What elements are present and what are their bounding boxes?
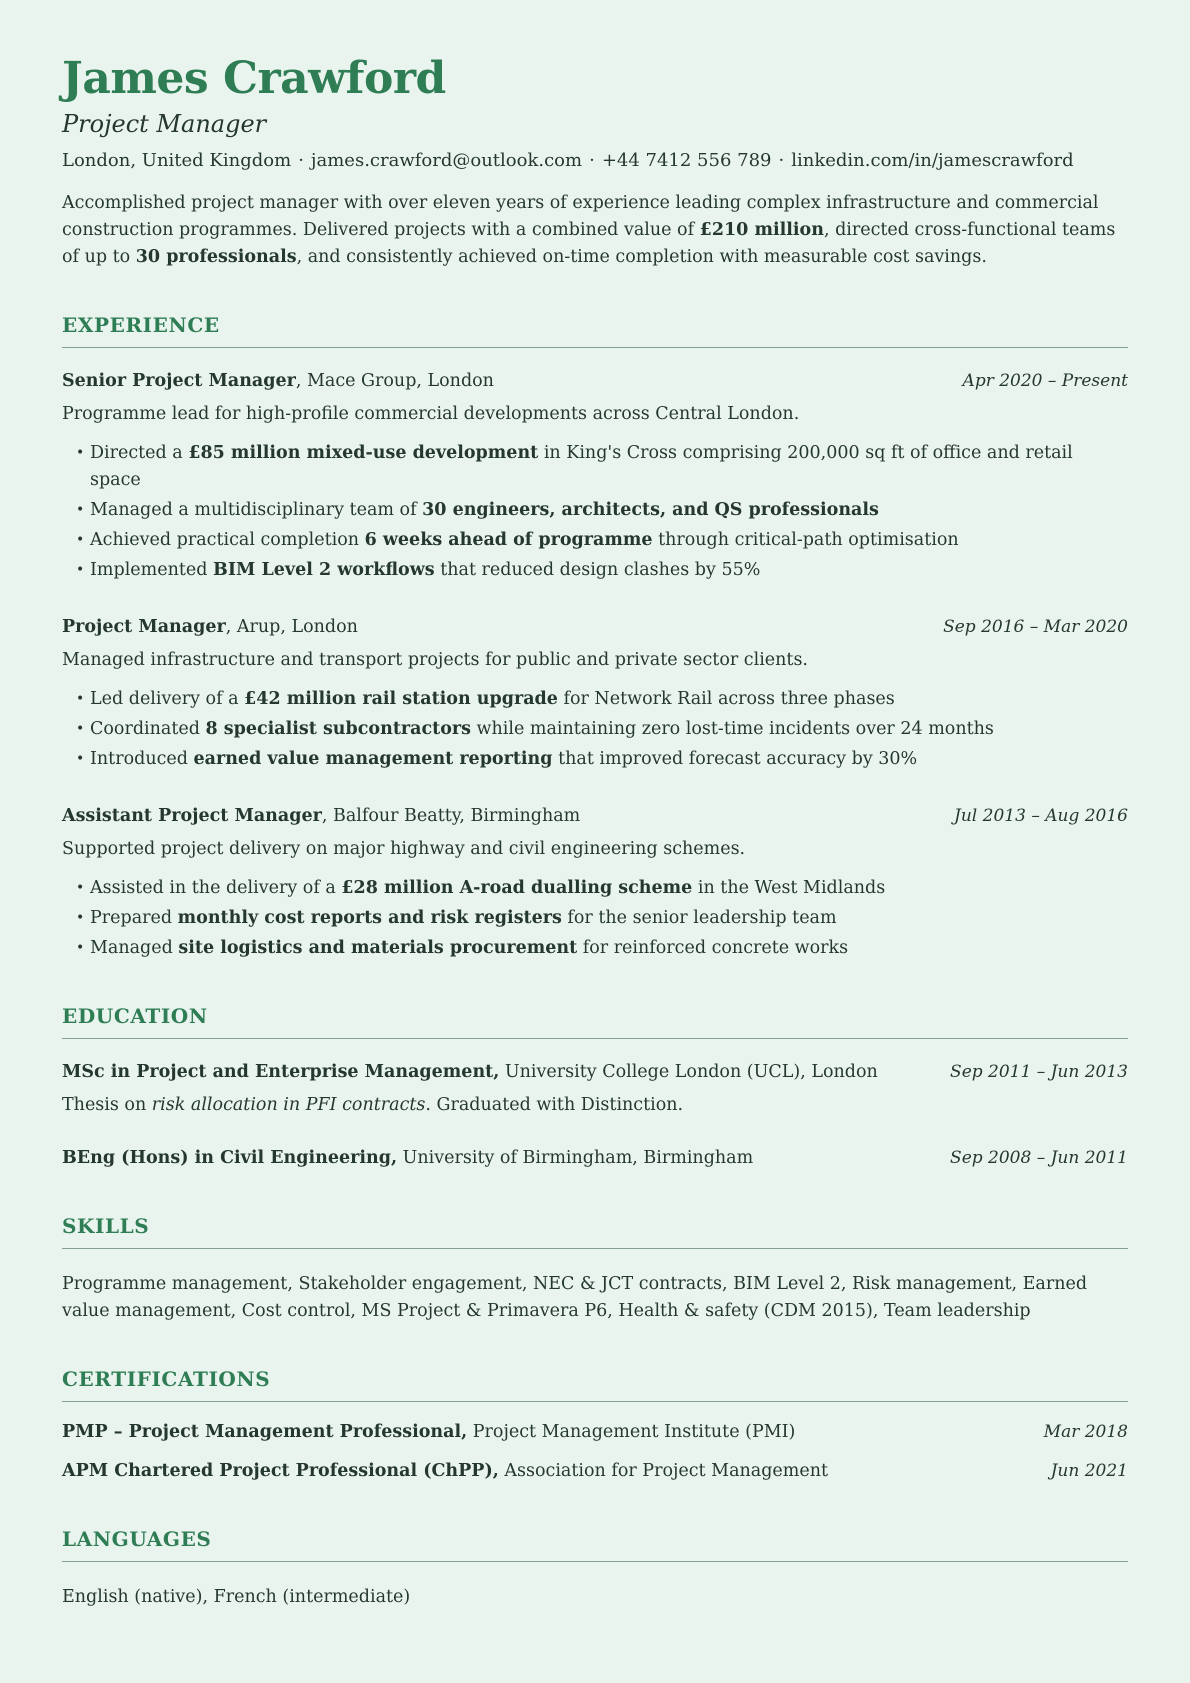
bullet-text	[90, 557, 1128, 584]
text-segment: Achieved practical completion	[90, 530, 365, 551]
text-segment: site logistics and materials procurement	[178, 938, 578, 959]
bullet-dot: •	[76, 880, 85, 897]
entry-date: Mar 2018	[1043, 1422, 1128, 1443]
bullet-dot: •	[76, 940, 85, 957]
section-rule	[62, 1561, 1128, 1562]
text-segment: for reinforced concrete works	[577, 938, 849, 959]
text-segment: University College London (UCL), London	[499, 1062, 878, 1083]
text-segment: £28 million A-road dualling scheme	[341, 878, 693, 899]
skills-text: Programme management, Stakeholder engagement, NEC & JCT contracts, BIM Level 2, Risk management, Earned value management, Cost control, MS Project & Primavera P6, Health & safety (CDM 2015), Team leadership	[62, 1274, 1088, 1322]
section-heading: SKILLS	[62, 1214, 150, 1239]
bullet-dot: •	[76, 751, 85, 768]
entry	[62, 1419, 1128, 1446]
entry-title	[62, 614, 358, 641]
section-education	[62, 1004, 1128, 1172]
entry-head	[62, 614, 1128, 641]
section-rule	[62, 1401, 1128, 1402]
text-segment: Directed a	[90, 443, 189, 464]
text-segment: that reduced design clashes by 55%	[434, 560, 761, 581]
bullet-text	[90, 527, 1128, 554]
text-segment: for the senior leadership team	[561, 908, 837, 929]
entry-description	[62, 1092, 1128, 1119]
entry-description	[62, 647, 1128, 674]
section-experience	[62, 313, 1128, 962]
text-segment: Introduced	[90, 749, 194, 770]
section-rule	[62, 1038, 1128, 1039]
bullet-dot: •	[76, 721, 85, 738]
entry-title	[62, 1059, 878, 1086]
text-segment: in King's Cross comprising 200,000 sq ft of office and retail space	[90, 443, 1073, 491]
text-segment: through critical-path optimisation	[652, 530, 959, 551]
bullet-item	[62, 557, 1128, 584]
contact-separator: ·	[298, 150, 304, 172]
text-segment: , and consistently achieved on-time completion with measurable cost savings.	[296, 247, 987, 268]
bullet-dot: •	[76, 502, 85, 519]
text-segment: Implemented	[90, 560, 214, 581]
bullet-item	[62, 875, 1128, 902]
text-segment: for Network Rail across three phases	[557, 689, 895, 710]
section-heading: EDUCATION	[62, 1004, 208, 1029]
bullet-list	[62, 686, 1128, 773]
text-segment: 8 specialist subcontractors	[205, 719, 471, 740]
entry-head	[62, 1458, 1128, 1485]
entry	[62, 614, 1128, 773]
entry-title	[62, 803, 580, 830]
candidate-name: James Crawford	[62, 53, 446, 104]
text-segment: £210 million	[699, 220, 824, 241]
bullet-dot: •	[76, 445, 85, 462]
bullet-dot: •	[76, 532, 85, 549]
entry	[62, 368, 1128, 584]
section-languages	[62, 1527, 1128, 1611]
bullet-list	[62, 440, 1128, 584]
cv-header	[62, 54, 1128, 271]
text-segment: 6 weeks ahead of programme	[364, 530, 653, 551]
bullet-item	[62, 440, 1128, 494]
text-segment: monthly cost reports and risk registers	[177, 908, 562, 929]
bullet-item	[62, 527, 1128, 554]
bullet-item	[62, 935, 1128, 962]
cv-sections	[62, 313, 1128, 1611]
text-segment: Managed infrastructure and transport projects for public and private sector clients.	[62, 650, 808, 671]
summary-paragraph	[62, 190, 1128, 271]
text-segment: Managed a multidisciplinary team of	[90, 500, 423, 521]
entry-date: Sep 2011 – Jun 2013	[950, 1062, 1128, 1083]
text-segment: Thesis on	[62, 1095, 152, 1116]
text-segment: Coordinated	[90, 719, 206, 740]
text-segment: , Arup, London	[225, 617, 358, 638]
candidate-job-title: Project Manager	[62, 110, 267, 139]
bullet-text	[90, 935, 1128, 962]
entry-head	[62, 803, 1128, 830]
text-segment: while maintaining zero lost-time incidents over 24 months	[470, 719, 994, 740]
text-segment: Senior Project Manager	[62, 371, 296, 392]
text-segment: Project Manager	[62, 617, 226, 638]
section-heading: EXPERIENCE	[62, 313, 220, 338]
bullet-text	[90, 497, 1128, 524]
bullet-item	[62, 716, 1128, 743]
text-segment: PMP – Project Management Professional,	[62, 1422, 468, 1443]
bullet-list	[62, 875, 1128, 962]
contact-linkedin: linkedin.com/in/jamescrawford	[791, 150, 1074, 172]
bullet-dot: •	[76, 691, 85, 708]
languages-text: English (native), French (intermediate)	[62, 1587, 411, 1608]
bullet-item	[62, 686, 1128, 713]
entry-head	[62, 1145, 1128, 1172]
bullet-text	[90, 905, 1128, 932]
text-segment: , directed cross-functional teams of up to	[62, 220, 1116, 268]
section-heading: LANGUAGES	[62, 1527, 212, 1552]
text-segment: Project Management Institute (PMI)	[467, 1422, 796, 1443]
contact-separator: ·	[589, 150, 595, 172]
contact-location: London, United Kingdom	[62, 150, 292, 172]
entry	[62, 1458, 1128, 1485]
text-segment: , Balfour Beatty, Birmingham	[321, 806, 581, 827]
bullet-text	[90, 716, 1128, 743]
bullet-item	[62, 497, 1128, 524]
entry-description	[62, 401, 1128, 428]
entry-date: Sep 2016 – Mar 2020	[943, 617, 1128, 638]
text-segment: earned value management reporting	[193, 749, 553, 770]
bullet-dot: •	[76, 910, 85, 927]
text-segment: that improved forecast accuracy by 30%	[552, 749, 918, 770]
bullet-dot: •	[76, 562, 85, 579]
text-segment: in the West Midlands	[692, 878, 886, 899]
text-segment: Supported project delivery on major highway and civil engineering schemes.	[62, 839, 746, 860]
entry-description	[62, 836, 1128, 863]
text-segment: Association for Project Management	[498, 1461, 829, 1482]
bullet-text	[90, 686, 1128, 713]
text-segment: University of Birmingham, Birmingham	[397, 1148, 754, 1169]
text-segment: risk allocation in PFI contracts	[151, 1095, 426, 1116]
bullet-text	[90, 440, 1128, 494]
contact-phone: +44 7412 556 789	[601, 150, 772, 172]
section-rule	[62, 347, 1128, 348]
entry	[62, 1145, 1128, 1172]
section-skills	[62, 1214, 1128, 1325]
entry-date: Jul 2013 – Aug 2016	[954, 806, 1128, 827]
text-segment: APM Chartered Project Professional (ChPP),	[62, 1461, 499, 1482]
section-rule	[62, 1248, 1128, 1249]
entry-title	[62, 1458, 828, 1485]
entry-head	[62, 1059, 1128, 1086]
bullet-item	[62, 905, 1128, 932]
text-segment: Prepared	[90, 908, 178, 929]
contact-email: james.crawford@outlook.com	[310, 150, 583, 172]
bullet-text	[90, 746, 1128, 773]
text-segment: Assistant Project Manager	[62, 806, 322, 827]
entry	[62, 803, 1128, 962]
entry-title	[62, 1419, 795, 1446]
text-segment: Accomplished project manager with over eleven years of experience leading complex infrastructure and commercial construction programmes. Delivered projects with a combined value of	[62, 193, 1099, 241]
text-segment: MSc in Project and Enterprise Management,	[62, 1062, 500, 1083]
bullet-text	[90, 875, 1128, 902]
text-segment: Assisted in the delivery of a	[90, 878, 342, 899]
contact-line	[62, 148, 1128, 173]
text-segment: BIM Level 2 workflows	[213, 560, 435, 581]
entry-title	[62, 368, 494, 395]
section-certifications	[62, 1367, 1128, 1485]
entry	[62, 1059, 1128, 1119]
contact-separator: ·	[778, 150, 785, 172]
text-segment: £42 million rail station upgrade	[244, 689, 558, 710]
text-segment: 30 professionals	[135, 247, 297, 268]
text-segment: , Mace Group, London	[295, 371, 494, 392]
entry-date: Jun 2021	[1050, 1461, 1128, 1482]
text-segment: £85 million mixed-use development	[188, 443, 539, 464]
entry-title	[62, 1145, 753, 1172]
text-segment: BEng (Hons) in Civil Engineering,	[62, 1148, 398, 1169]
text-segment: . Graduated with Distinction.	[425, 1095, 684, 1116]
text-segment: Programme lead for high-profile commercial developments across Central London.	[62, 404, 800, 425]
section-heading: CERTIFICATIONS	[62, 1367, 271, 1392]
text-segment: Managed	[90, 938, 179, 959]
bullet-item	[62, 746, 1128, 773]
entry-date: Sep 2008 – Jun 2011	[950, 1148, 1128, 1169]
entry-head	[62, 1419, 1128, 1446]
entry-head	[62, 368, 1128, 395]
text-segment: 30 engineers, architects, and QS professionals	[422, 500, 879, 521]
entry-date: Apr 2020 – Present	[962, 371, 1128, 392]
text-segment: Led delivery of a	[90, 689, 245, 710]
